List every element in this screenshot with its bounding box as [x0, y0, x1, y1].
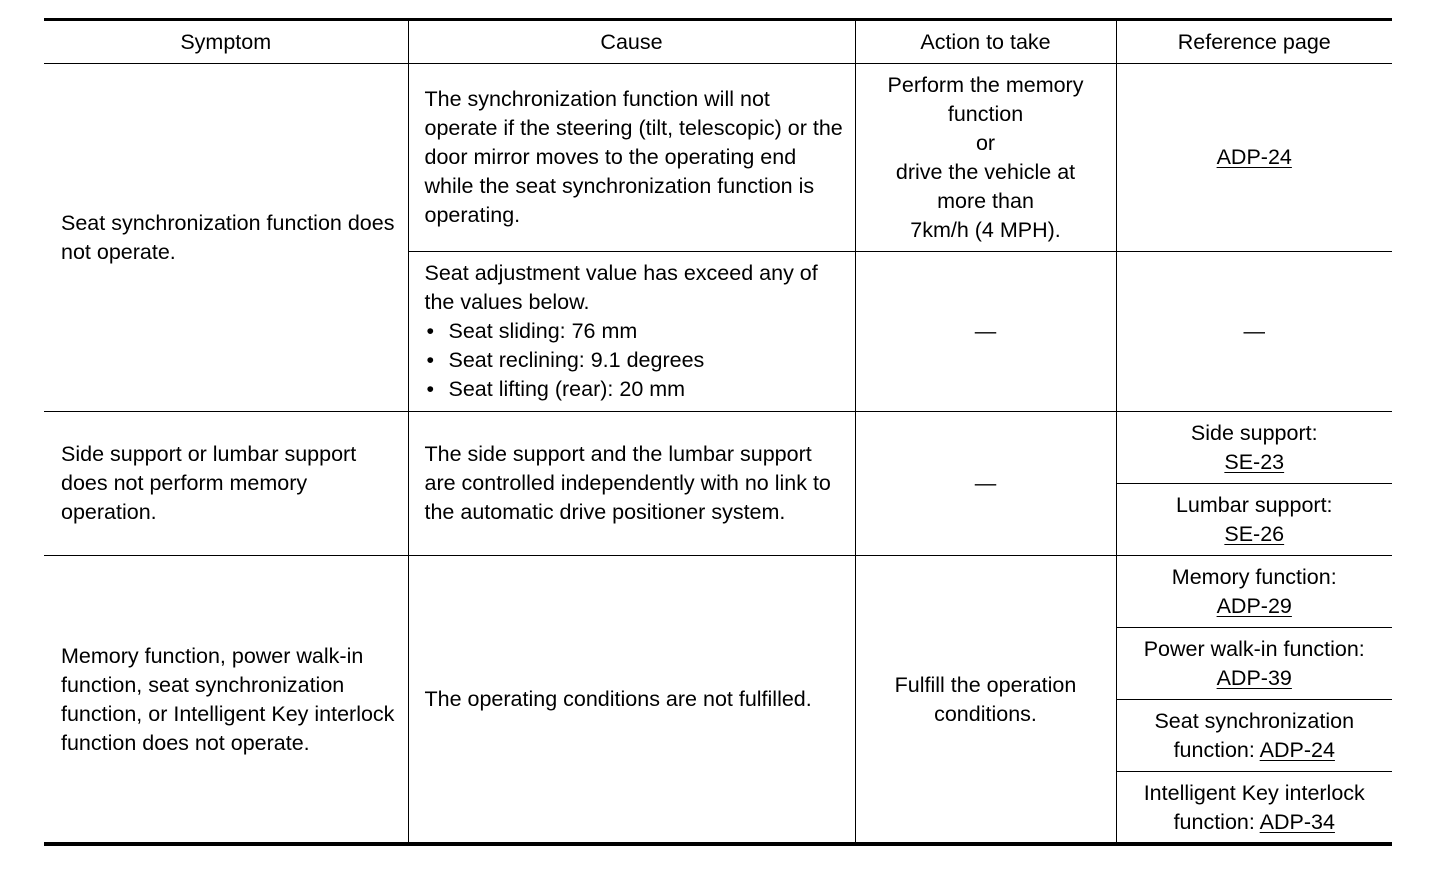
bullet-icon: •: [426, 319, 435, 343]
cause-cell: [408, 252, 855, 412]
action-line: or: [975, 130, 996, 155]
reference-label: Power walk-in function:: [1143, 636, 1365, 661]
table-row: [44, 412, 1392, 484]
reference-label: Memory function:: [1171, 564, 1337, 589]
reference-cell: [1116, 484, 1392, 556]
action-cell: —: [855, 252, 1116, 412]
reference-label: function:: [1173, 737, 1255, 762]
header-action: Action to take: [855, 21, 1116, 64]
reference-cell: [1116, 556, 1392, 628]
cause-cell: The side support and the lumbar support are controlled independently with no link to the automatic drive positioner system.: [408, 412, 855, 556]
table-row: [44, 556, 1392, 628]
cause-intro: Seat adjustment value has exceed any of the values below.: [424, 261, 818, 314]
reference-cell: [1116, 772, 1392, 844]
list-item: • Seat sliding: 76 mm: [425, 317, 847, 346]
reference-link[interactable]: SE-23: [1224, 449, 1285, 474]
action-line: 7km/h (4 MPH).: [910, 217, 1061, 242]
cause-cell: The operating conditions are not fulfilled.: [408, 556, 855, 844]
list-item: • Seat lifting (rear): 20 mm: [425, 375, 847, 404]
reference-label: Seat synchronization: [1154, 708, 1355, 733]
reference-link[interactable]: ADP-39: [1216, 665, 1292, 690]
reference-label: Intelligent Key interlock: [1143, 780, 1365, 805]
reference-label: function:: [1173, 809, 1255, 834]
action-line: drive the vehicle at: [895, 159, 1076, 184]
bullet-icon: •: [426, 377, 435, 401]
action-cell: Fulfill the operation conditions.: [855, 556, 1116, 844]
reference-link[interactable]: SE-26: [1224, 521, 1285, 546]
action-line: Perform the memory: [887, 72, 1084, 97]
reference-link[interactable]: ADP-34: [1259, 809, 1335, 834]
action-line: more than: [937, 188, 1034, 213]
troubleshooting-table: [44, 21, 1392, 844]
reference-cell: [1116, 628, 1392, 700]
action-cell: —: [855, 412, 1116, 556]
cause-cell: The synchronization function will not operate if the steering (tilt, telescopic) or the door mirror moves to the operating end while the seat synchronization function is operating.: [408, 64, 855, 252]
action-cell: [855, 64, 1116, 252]
header-row: [44, 21, 1392, 64]
reference-link[interactable]: ADP-24: [1216, 145, 1292, 169]
table-row: [44, 64, 1392, 252]
reference-cell: [1116, 64, 1392, 252]
action-line: function: [947, 101, 1024, 126]
reference-link[interactable]: ADP-29: [1216, 593, 1292, 618]
reference-label: Side support:: [1190, 420, 1318, 445]
reference-cell: [1116, 412, 1392, 484]
table-bottom-rule: [44, 842, 1392, 846]
header-symptom: Symptom: [44, 21, 408, 64]
symptom-cell: Side support or lumbar support does not perform memory operation.: [44, 412, 408, 556]
header-cause: Cause: [408, 21, 855, 64]
reference-link[interactable]: ADP-24: [1259, 737, 1335, 762]
limit-list: [425, 317, 847, 404]
bullet-icon: •: [426, 348, 435, 372]
reference-label: Lumbar support:: [1175, 492, 1333, 517]
reference-cell: —: [1116, 252, 1392, 412]
list-item: • Seat reclining: 9.1 degrees: [425, 346, 847, 375]
symptom-cell: Seat synchronization function does not operate.: [61, 210, 395, 264]
symptom-cell: Memory function, power walk-in function, seat synchronization function, or Intelligent Key interlock function does not operate.: [44, 556, 408, 844]
header-reference: Reference page: [1116, 21, 1392, 64]
reference-cell: [1116, 700, 1392, 772]
